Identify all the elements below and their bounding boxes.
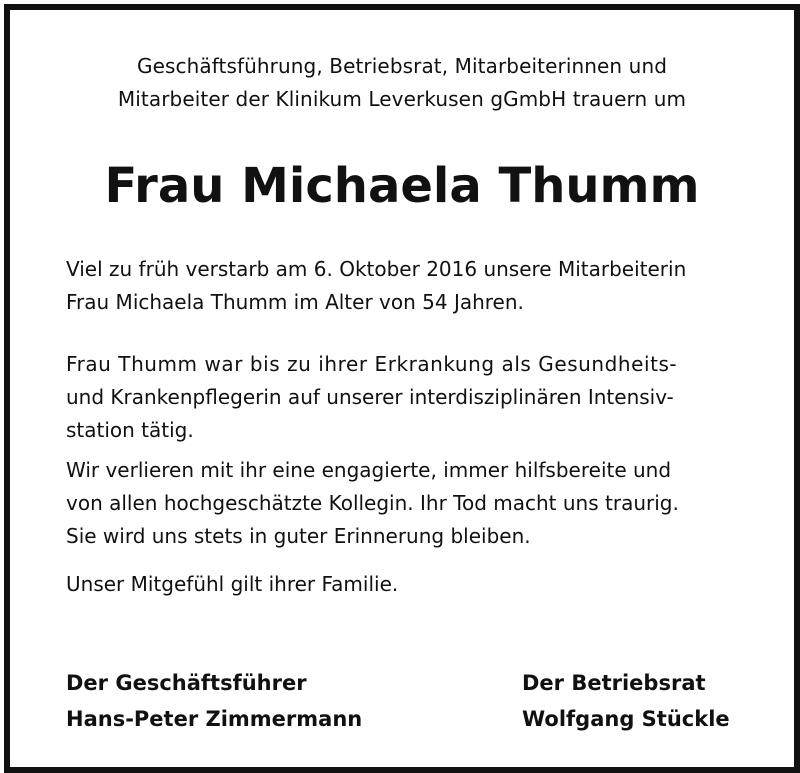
intro-line: Geschäftsführung, Betriebsrat, Mitarbeiterinnen und — [136, 54, 668, 78]
paragraph-death-notice — [66, 253, 752, 319]
obituary-notice-frame — [4, 4, 800, 773]
paragraph-line: Wir verlieren mit ihr eine engagierte, immer hilfsbereite und — [66, 458, 672, 482]
signature-managing-director — [66, 665, 362, 737]
paragraph-line: station tätig. — [66, 418, 194, 442]
paragraph-line: Sie wird uns stets in guter Erinnerung bleiben. — [66, 524, 531, 548]
paragraph-line: Unser Mitgefühl gilt ihrer Familie. — [66, 572, 399, 596]
signature-works-council — [522, 665, 730, 737]
paragraph-line: Frau Michaela Thumm im Alter von 54 Jahren. — [66, 290, 524, 314]
paragraph-occupation — [66, 348, 752, 447]
signature-name: Hans-Peter Zimmermann — [66, 707, 363, 731]
paragraph-tribute — [66, 454, 752, 553]
signature-role: Der Betriebsrat — [522, 671, 706, 695]
paragraph-condolence — [66, 568, 752, 601]
paragraph-line: von allen hochgeschätzte Kollegin. Ihr Tod macht uns traurig. — [66, 491, 679, 515]
intro-text — [10, 50, 794, 116]
signature-name: Wolfgang Stückle — [522, 707, 730, 731]
signature-role: Der Geschäftsführer — [66, 671, 307, 695]
intro-line: Mitarbeiter der Klinikum Leverkusen gGmbH trauern um — [117, 87, 687, 111]
deceased-name: Frau Michaela Thumm — [104, 158, 700, 214]
paragraph-line: Frau Thumm war bis zu ihrer Erkrankung als Gesundheits- — [66, 352, 678, 376]
paragraph-line: Viel zu früh verstarb am 6. Oktober 2016 unsere Mitarbeiterin — [66, 257, 687, 281]
paragraph-line: und Krankenpflegerin auf unserer interdisziplinären Intensiv- — [66, 385, 674, 409]
